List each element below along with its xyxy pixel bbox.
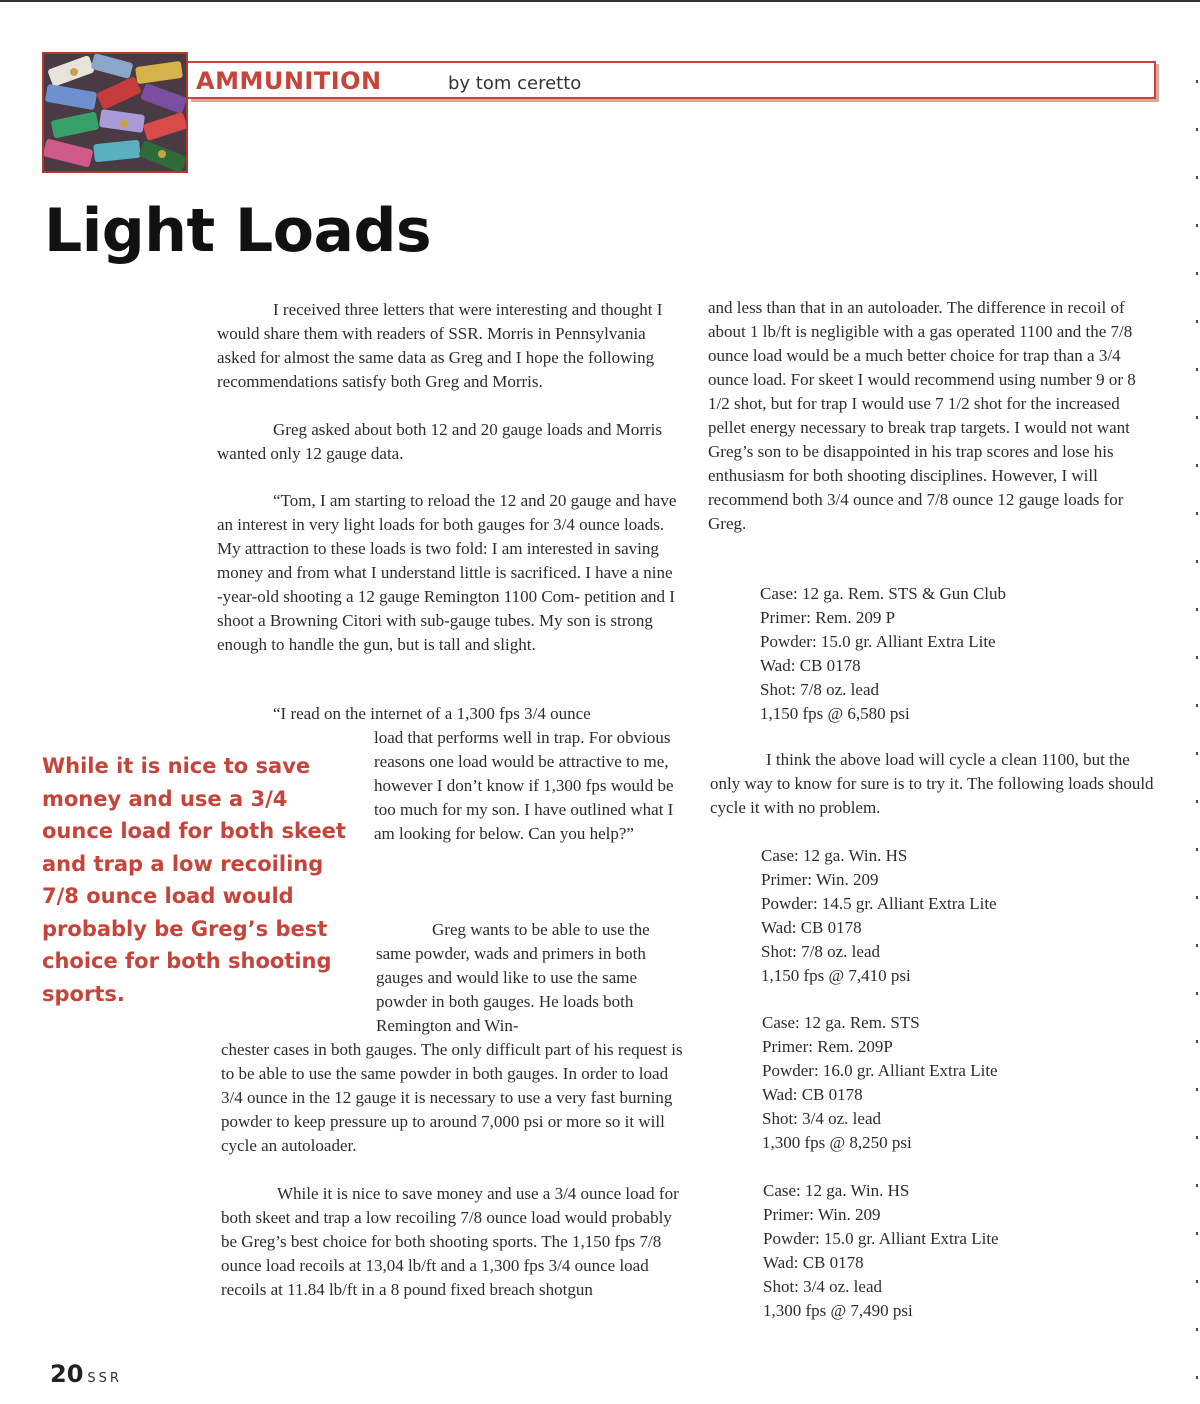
load-line: Case: 12 ga. Rem. STS <box>762 1013 920 1032</box>
body-paragraph: “I read on the internet of a 1,300 fps 3/4 ounce <box>273 704 591 723</box>
pull-quote: While it is nice to save money and use a 3/4 ounce load for both skeet and trap a low recoiling 7/8 ounce load would probably be Greg’s best choice for both shooting sports. <box>42 754 346 1006</box>
load-line: Shot: 3/4 oz. lead <box>763 1277 882 1296</box>
load-line: Case: 12 ga. Win. HS <box>761 846 908 865</box>
load-recipe <box>760 582 1006 726</box>
load-line: Powder: 16.0 gr. Alliant Extra Lite <box>762 1061 998 1080</box>
load-line: Wad: CB 0178 <box>760 656 861 675</box>
load-line: 1,150 fps @ 6,580 psi <box>760 704 910 723</box>
load-line: Shot: 3/4 oz. lead <box>762 1109 881 1128</box>
article-title: Light Loads <box>44 196 432 266</box>
section-label: AMMUNITION <box>196 67 382 95</box>
body-paragraph: “Tom, I am starting to reload the 12 and 20 gauge and have an interest in very light loads for both gauges for 3/4 ounce loads. My attraction to these loads is two fold: I am interested in saving money and from what I understand little is sacrificed. I have a nine -year-old shooting a 12 gauge Remington 1100 Com- petition and I shoot a Browning Citori with sub-gauge tubes. My son is strong enough to handle the gun, but is tall and slight. <box>217 491 677 654</box>
load-line: Case: 12 ga. Rem. STS & Gun Club <box>760 584 1007 603</box>
body-paragraph: While it is nice to save money and use a 3/4 ounce load for both skeet and trap a low recoiling 7/8 ounce load would probably be Greg’s best choice for both shooting sports. The 1,150 fps 7/8 ounce load recoils at 13,04 lb/ft and a 1,300 fps 3/4 ounce load recoils at 11.84 lb/ft in a 8 pound fixed breach shotgun <box>221 1184 679 1299</box>
load-line: 1,300 fps @ 7,490 psi <box>763 1301 913 1320</box>
shotshell-photo <box>42 52 188 173</box>
load-recipe <box>762 1011 998 1155</box>
body-paragraph: chester cases in both gauges. The only difficult part of his request is to be able to use the same powder in both gauges. In order to load 3/4 ounce in the 12 gauge it is necessary to use a very fast burning powder to keep pressure up to around 7,000 psi or more so it will cycle an autoloader. <box>221 1040 683 1155</box>
body-paragraph: I received three letters that were interesting and thought I would share them with readers of SSR. Morris in Pennsylvania asked for almost the same data as Greg and I hope the following recommendations satisfy both Greg and Morris. <box>217 300 663 391</box>
page-top-edge <box>0 0 1200 2</box>
body-paragraph: Greg wants to be able to use the same powder, wads and primers in both gauges and would like to use the same powder in both gauges. He loads both Remington and Win- <box>376 920 650 1035</box>
body-paragraph: load that performs well in trap. For obvious reasons one load would be attractive to me, however I don’t know if 1,300 fps would be too much for my son. I have outlined what I am looking for below. Can you help?” <box>374 728 674 843</box>
page-folio <box>50 1360 122 1388</box>
load-line: Primer: Rem. 209P <box>762 1037 893 1056</box>
load-line: Shot: 7/8 oz. lead <box>760 680 879 699</box>
magazine-name: SSR <box>87 1371 122 1386</box>
load-recipe <box>761 844 997 988</box>
page-number: 20 <box>50 1360 84 1388</box>
load-line: 1,150 fps @ 7,410 psi <box>761 966 911 985</box>
section-header-bar <box>188 61 1156 99</box>
load-line: Wad: CB 0178 <box>761 918 862 937</box>
load-line: Wad: CB 0178 <box>763 1253 864 1272</box>
load-line: Primer: Rem. 209 P <box>760 608 896 627</box>
body-paragraph: Greg asked about both 12 and 20 gauge loads and Morris wanted only 12 gauge data. <box>217 420 663 463</box>
author-byline: by tom ceretto <box>448 73 582 94</box>
load-line: Powder: 14.5 gr. Alliant Extra Lite <box>761 894 997 913</box>
load-line: Powder: 15.0 gr. Alliant Extra Lite <box>760 632 996 651</box>
page-binding-marks <box>1196 80 1198 1400</box>
load-line: Primer: Win. 209 <box>763 1205 881 1224</box>
body-paragraph: and less than that in an autoloader. The difference in recoil of about 1 lb/ft is negligible with a gas operated 1100 and the 7/8 ounce load would be a much better choice for trap than a 3/4 ounce load. For skeet I would recommend using number 9 or 8 1/2 shot, but for trap I would use 7 1/2 shot for the increased pellet energy necessary to break trap targets. I would not want Greg’s son to be disappointed in his trap scores and lose his enthusiasm for both shooting disciplines. However, I will recommend both 3/4 ounce and 7/8 ounce 12 gauge loads for Greg. <box>708 298 1136 533</box>
load-recipe <box>763 1179 999 1323</box>
body-paragraph: I think the above load will cycle a clean 1100, but the only way to know for sure is to try it. The following loads should cycle it with no problem. <box>710 750 1154 817</box>
load-line: Powder: 15.0 gr. Alliant Extra Lite <box>763 1229 999 1248</box>
load-line: Shot: 7/8 oz. lead <box>761 942 880 961</box>
load-line: 1,300 fps @ 8,250 psi <box>762 1133 912 1152</box>
load-line: Case: 12 ga. Win. HS <box>763 1181 910 1200</box>
shotshell-photo-art <box>44 54 188 173</box>
load-line: Wad: CB 0178 <box>762 1085 863 1104</box>
load-line: Primer: Win. 209 <box>761 870 879 889</box>
